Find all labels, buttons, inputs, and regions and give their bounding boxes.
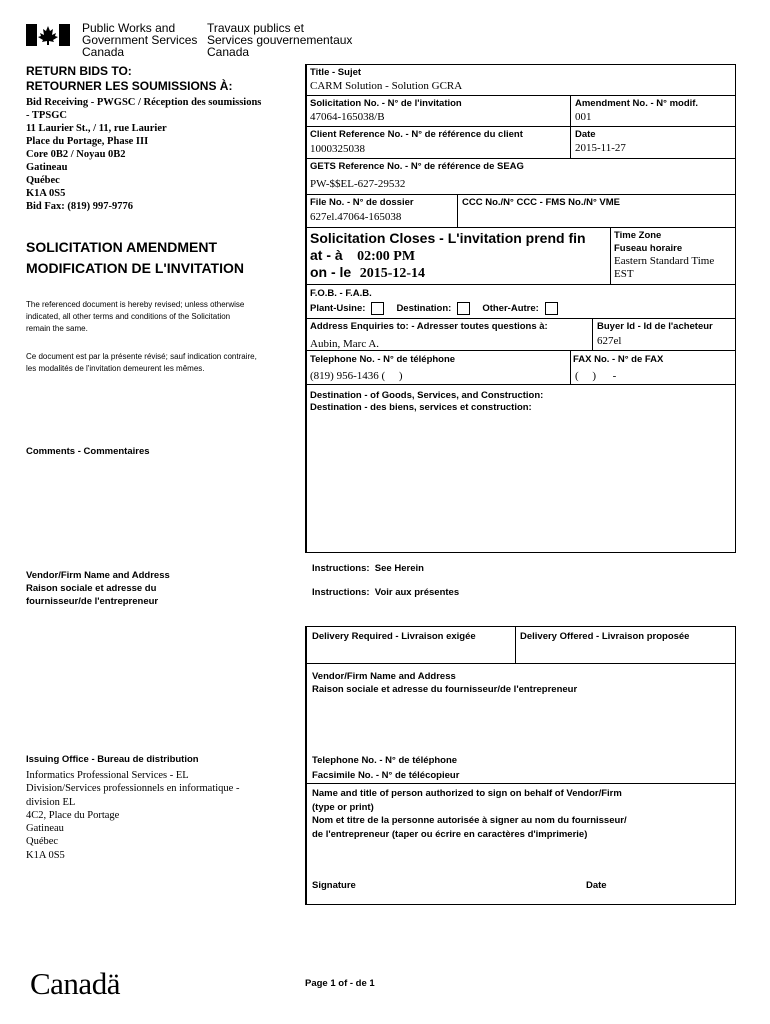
plant-checkbox[interactable]	[371, 302, 384, 315]
issuing-office-label: Issuing Office - Bureau de distribution	[26, 754, 199, 765]
other-label: Other-Autre:	[482, 303, 539, 315]
return-bids-title-en: RETURN BIDS TO:	[26, 64, 132, 78]
canada-wordmark: Canadä	[30, 966, 120, 1001]
amendment-title-en: SOLICITATION AMENDMENT	[26, 239, 218, 255]
phone-label: Telephone No. - N° de téléphone	[310, 354, 456, 365]
amendment-note-en: The referenced document is hereby revised; unless otherwise indicated, all other terms and conditions of the Solicitation remain the same.	[26, 300, 245, 333]
vendor-label-en: Vendor/Firm Name and Address	[26, 570, 170, 581]
dept-name-fr-line1: Travaux publics et	[207, 21, 304, 35]
solicitation-no-value: 47064-165038/B	[310, 111, 385, 123]
enquiries-label: Address Enquiries to: - Adresser toutes questions à:	[310, 321, 548, 332]
comments-label: Comments - Commentaires	[26, 446, 150, 457]
vendor-label-fr-2: fournisseur/de l'entrepreneur	[26, 596, 159, 607]
canada-flag-symbol	[26, 24, 70, 46]
vendor-fax-label: Facsimile No. - N° de télécopieur	[312, 770, 460, 781]
instructions-en: Instructions: See Herein	[312, 563, 424, 574]
amendment-no-label: Amendment No. - N° modif.	[575, 98, 699, 109]
return-bids-address: Bid Receiving - PWGSC / Réception des soumissions - TPSGC 11 Laurier St., / 11, rue Laurier Place du Portage, Phase III Core 0B2 / Noyau 0B2 Gatineau Québec K1A 0S5 Bid Fax: (819) 997-9776	[26, 97, 262, 212]
buyer-id-value: 627el	[597, 335, 622, 347]
amendment-no-value: 001	[575, 111, 592, 123]
time-zone-label-fr: Fuseau horaire	[614, 243, 683, 254]
vendor-name-label-en: Vendor/Firm Name and Address	[312, 671, 456, 682]
authorized-name-fr-2: de l'entrepreneur (taper ou écrire en caractères d'imprimerie)	[312, 828, 588, 840]
authorized-name-en-1: Name and title of person authorized to sign on behalf of Vendor/Firm	[312, 788, 622, 799]
phone-value: (819) 956-1436 ( )	[310, 370, 403, 382]
dept-name-fr-line3: Canada	[207, 45, 250, 59]
destination-checkbox[interactable]	[457, 302, 470, 315]
amendment-title-fr: MODIFICATION DE L'INVITATION	[26, 260, 244, 276]
dept-name-en-line3: Canada	[82, 45, 125, 59]
other-checkbox[interactable]	[545, 302, 558, 315]
enquiries-value: Aubin, Marc A.	[310, 338, 380, 350]
buyer-id-label: Buyer Id - Id de l'acheteur	[597, 321, 713, 332]
vendor-label-fr-1: Raison sociale et adresse du	[26, 583, 157, 594]
time-zone-value: Eastern Standard Time	[614, 255, 715, 267]
dept-name-fr-line2: Services gouvernementaux	[207, 33, 353, 47]
amendment-note-fr: Ce document est par la présente révisé; sauf indication contraire, les modalités de l'invitation demeurent les mêmes.	[26, 352, 257, 373]
page-number: Page 1 of - de 1	[305, 978, 375, 989]
solicitation-no-label: Solicitation No. - N° de l'invitation	[310, 98, 462, 109]
destination-goods-en: Destination - of Goods, Services, and Construction:	[310, 390, 544, 401]
time-zone-abbr: EST	[614, 268, 634, 280]
dept-name-en-line1: Public Works and	[82, 21, 176, 35]
destination-label: Destination:	[396, 303, 452, 315]
delivery-offered-label: Delivery Offered - Livraison proposée	[520, 631, 690, 642]
return-bids-title-fr: RETOURNER LES SOUMISSIONS À:	[26, 79, 233, 93]
signature-date-label: Date	[586, 880, 607, 891]
delivery-required-label: Delivery Required - Livraison exigée	[312, 631, 476, 642]
closes-on-label: on - le	[310, 264, 352, 280]
closes-title: Solicitation Closes - L'invitation prend fin	[310, 230, 586, 246]
instructions-fr: Instructions: Voir aux présentes	[312, 587, 460, 598]
file-no-label: File No. - N° de dossier	[310, 197, 414, 208]
fax-value: ( ) -	[575, 370, 617, 382]
plant-label: Plant-Usine:	[310, 303, 366, 315]
authorized-name-en-2: (type or print)	[312, 801, 374, 813]
fax-label: FAX No. - N° de FAX	[573, 354, 664, 365]
title-label: Title - Sujet	[310, 67, 362, 78]
file-no-value: 627el.47064-165038	[310, 211, 402, 223]
closes-date-value: 2015-12-14	[359, 266, 426, 281]
authorized-name-fr-1: Nom et titre de la personne autorisée à signer au nom du fournisseur/	[312, 815, 627, 826]
time-zone-label-en: Time Zone	[614, 230, 662, 241]
gets-ref-label: GETS Reference No. - N° de référence de SEAG	[310, 161, 524, 172]
vendor-name-label-fr: Raison sociale et adresse du fournisseur/de l'entrepreneur	[312, 684, 578, 695]
date-label: Date	[575, 129, 596, 140]
closes-at-label: at - à	[310, 247, 343, 263]
client-ref-value: 1000325038	[310, 143, 365, 155]
fob-label: F.O.B. - F.A.B.	[310, 288, 372, 299]
closes-time-value: 02:00 PM	[357, 249, 416, 264]
destination-goods-fr: Destination - des biens, services et construction:	[310, 402, 532, 413]
gets-ref-value: PW-$$EL-627-29532	[310, 178, 406, 190]
client-ref-label: Client Reference No. - N° de référence du client	[310, 129, 523, 140]
vendor-phone-label: Telephone No. - N° de téléphone	[312, 755, 458, 766]
issuing-office-address: Informatics Professional Services - EL Division/Services professionnels en informatique - division EL 4C2, Place du Portage Gatineau Québec K1A 0S5	[26, 770, 240, 861]
ccc-no-label: CCC No./N° CCC - FMS No./N° VME	[462, 197, 621, 208]
signature-label: Signature	[312, 880, 356, 891]
date-value: 2015-11-27	[575, 142, 626, 154]
dept-name-en-line2: Government Services	[82, 33, 198, 47]
title-value: CARM Solution - Solution GCRA	[310, 80, 463, 92]
